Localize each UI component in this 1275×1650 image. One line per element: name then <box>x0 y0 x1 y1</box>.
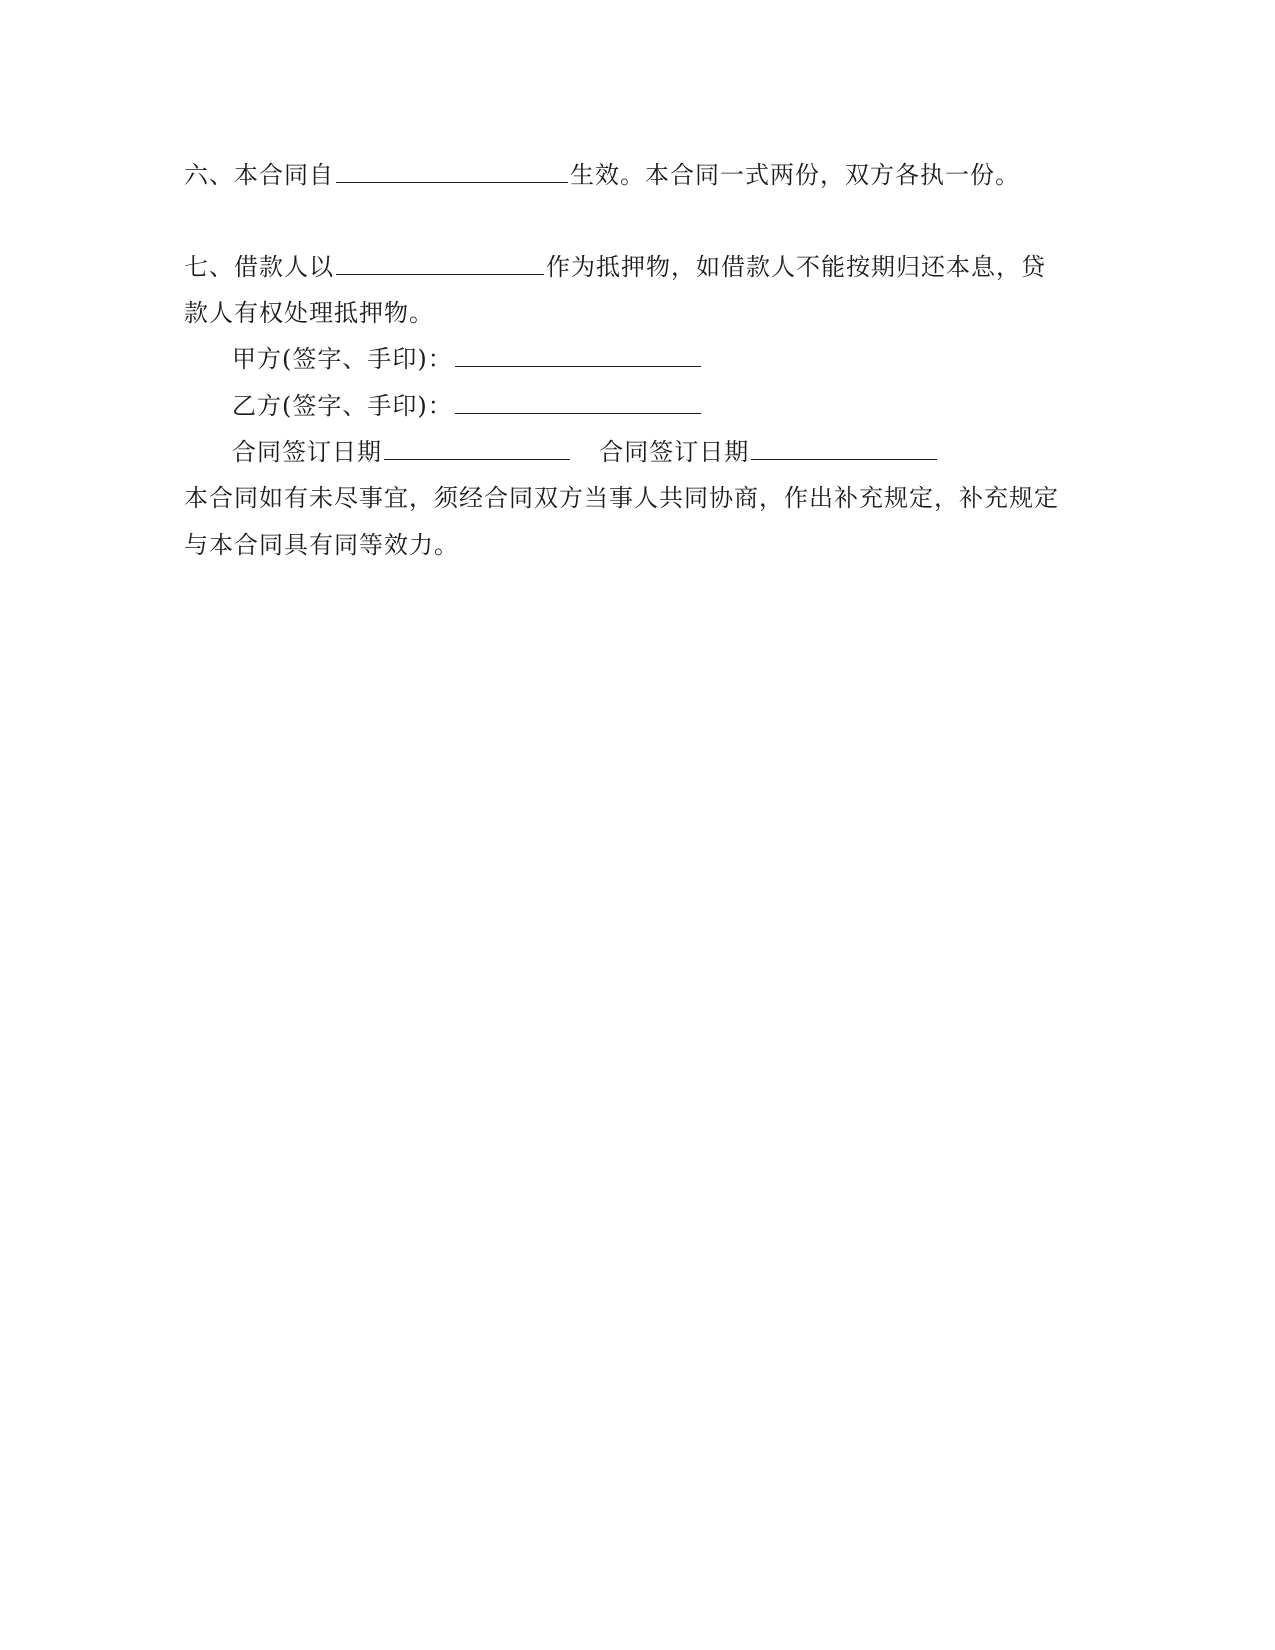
party-a-label: 甲方(签字、手印)： <box>232 345 453 373</box>
effective-date-blank[interactable] <box>336 160 568 183</box>
signing-date-blank-1[interactable] <box>384 437 570 460</box>
clause-7 <box>184 252 1046 282</box>
closing-text-2: 与本合同具有同等效力。 <box>184 531 459 559</box>
signing-date-row <box>232 437 939 467</box>
signing-date-blank-2[interactable] <box>751 437 937 460</box>
party-b-label: 乙方(签字、手印)： <box>232 392 453 420</box>
party-a-signature-row <box>232 344 703 374</box>
party-b-signature-row <box>232 391 703 421</box>
closing-line-2 <box>184 530 459 560</box>
clause-7-prefix: 七、借款人以 <box>184 253 334 281</box>
collateral-blank[interactable] <box>336 252 544 275</box>
clause-6 <box>184 160 1020 190</box>
clause-6-prefix: 六、本合同自 <box>184 161 334 189</box>
clause-7-continued <box>184 298 434 328</box>
closing-text-1: 本合同如有未尽事宜，须经合同双方当事人共同协商，作出补充规定，补充规定 <box>184 484 1059 512</box>
signing-date-label-1: 合同签订日期 <box>232 438 382 466</box>
clause-7-line2: 款人有权处理抵押物。 <box>184 299 434 327</box>
clause-6-suffix: 生效。本合同一式两份，双方各执一份。 <box>570 161 1020 189</box>
party-b-signature-blank[interactable] <box>455 391 701 414</box>
party-a-signature-blank[interactable] <box>455 344 701 367</box>
closing-line-1 <box>184 483 1059 513</box>
signing-date-label-2: 合同签订日期 <box>599 438 750 466</box>
clause-7-suffix: 作为抵押物，如借款人不能按期归还本息，贷 <box>546 253 1046 281</box>
